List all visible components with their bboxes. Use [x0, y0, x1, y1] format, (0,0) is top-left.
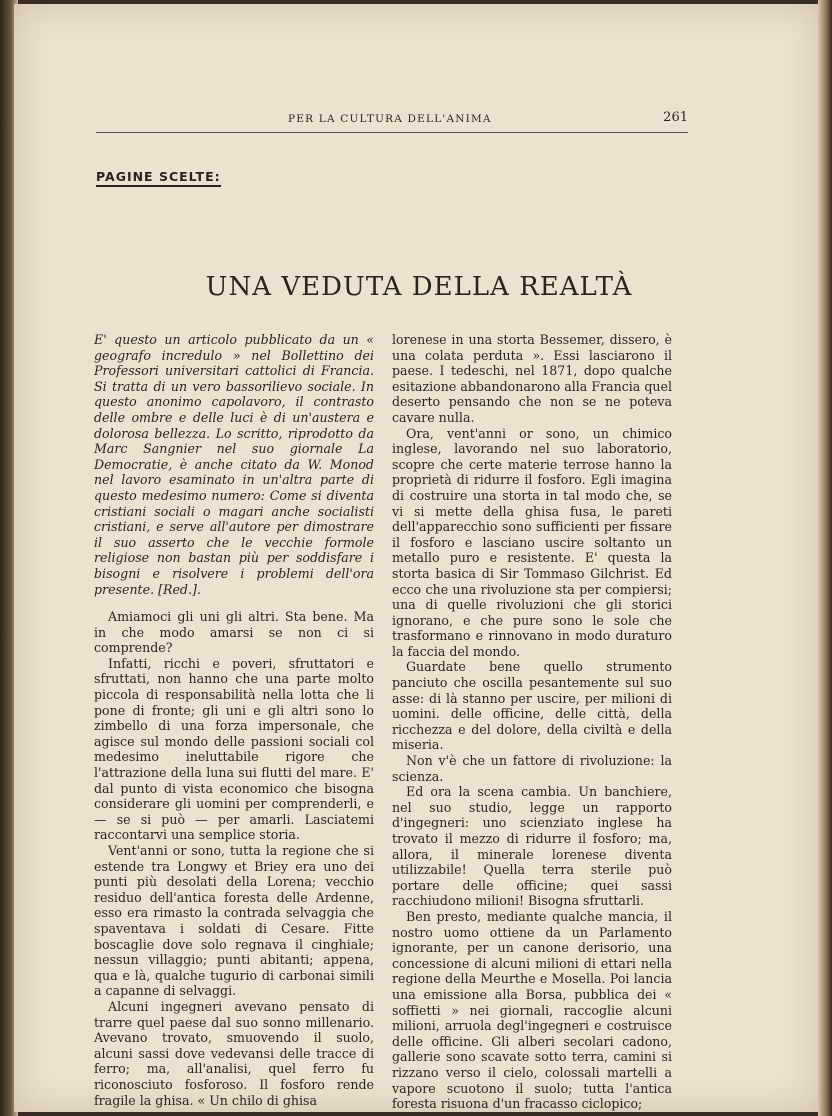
article-title: UNA VEDUTA DELLA REALTÀ [205, 272, 633, 302]
running-title: PER LA CULTURA DELL'ANIMA [288, 113, 492, 125]
book-page [14, 4, 820, 1112]
paragraph: Non v'è che un fattore di rivoluzione: la scienza. [392, 753, 672, 784]
section-label: PAGINE SCELTE: [96, 169, 221, 187]
page-number: 261 [663, 110, 688, 125]
paragraph: Ora, vent'anni or sono, un chimico inglese, lavorando nel suo laboratorio, scopre che certe materie terrose hanno la proprietà di ridurre il fosforo. Egli imagina di costruire una storta in tal modo che, se vi si mette della ghisa fusa, le pareti dell'apparecchio sono sufficienti per fissare il fosforo e lasciano uscire soltanto un metallo puro e resistente. E' questa la storta basica di Sir Tommaso Gilchrist. Ed ecco che una rivoluzione sta per compiersi; una di quelle rivoluzioni che gli storici ignorano, e che pure sono le sole che trasformano e rinnovano in modo duraturo la faccia del mondo. [392, 425, 672, 659]
page-edge [818, 0, 832, 1116]
right-column [392, 332, 672, 1112]
paragraph: lorenese in una storta Bessemer, dissero, è una colata perduta ». Essi lasciarono il paese. I tedeschi, nel 1871, dopo qualche esitazione abbandonarono alla Francia quel deserto pensando che non se ne poteva cavare nulla. [392, 332, 672, 425]
paragraph: Amiamoci gli uni gli altri. Sta bene. Ma in che modo amarsi se non ci si comprende? [94, 609, 374, 656]
paragraph: Vent'anni or sono, tutta la regione che si estende tra Longwy et Briey era uno dei punti più desolati della Lorena; vecchio residuo dell'antica foresta delle Ardenne, esso era rimasto la contrada selvaggia che spaventava i soldati di Cesare. Fitte boscaglie dove solo regnava il cinghiale; nessun villaggio; punti abitanti; appena, qua e là, qualche tugurio di carbonai simili a capanne di selvaggi. [94, 843, 374, 999]
left-column [94, 332, 374, 1108]
paragraph: Ed ora la scena cambia. Un banchiere, nel suo studio, legge un rapporto d'ingegneri: uno scienziato inglese ha trovato il mezzo di ridurre il fosforo; ma, allora, il minerale lorenese diventa utilizzabile! Quella terra sterile può portare delle officine; quei sassi racchiudono milioni! Bisogna sfruttarli. [392, 784, 672, 909]
paragraph: Guardate bene quello strumento panciuto che oscilla pesantemente sul suo asse: di là stanno per uscire, per milioni di uomini. delle officine, delle città, della ricchezza e del dolore, della civiltà e della miseria. [392, 659, 672, 753]
paragraph: Ben presto, mediante qualche mancia, il nostro uomo ottiene da un Parlamento ignorante, per un canone derisorio, una concessione di alcuni milioni di ettari nella regione della Meurthe e Mosella. Poi lancia una emissione alla Borsa, pubblica dei « soffietti » nei giornali, raccoglie alcuni milioni, arruola degl'ingegneri e costruisce delle officine. Gli alberi secolari cadono, gallerie sono scavate sotto terra, camini si rizzano verso il cielo, colossali martelli a vapore scuotono il suolo; tutta l'antica foresta risuona d'un fracasso ciclopico; [392, 908, 672, 1112]
running-header [96, 108, 688, 133]
editorial-intro: E' questo un articolo pubblicato da un « geografo incredulo » nel Bollettino dei Professori universitari cattolici di Francia. Si tratta di un vero bassorilievo sociale. In questo anonimo capolavoro, il contrasto delle ombre e delle luci è di un'austera e dolorosa bellezza. Lo scritto, riprodotto da Marc Sangnier nel suo giornale La Democratie, è anche citato da W. Monod nel lavoro esaminato in un'altra parte di questo medesimo numero: Come si diventa cristiani sociali o magari anche socialisti cristiani, e serve all'autore per dimostrare il suo asserto che le vecchie formole religiose non bastan più per soddisfare i bisogni e risolvere i problemi dell'ora presente. [Red.]. [94, 332, 374, 597]
paragraph: Alcuni ingegneri avevano pensato di trarre quel paese dal suo sonno millenario. Avevano trovato, smuovendo il suolo, alcuni sassi dove vedevansi delle tracce di ferro; ma, all'analisi, quel ferro fu riconosciuto fosforoso. Il fosforo rende fragile la ghisa. « Un chilo di ghisa [94, 998, 374, 1108]
paragraph: Infatti, ricchi e poveri, sfruttatori e sfruttati, non hanno che una parte molto piccola di responsabilità nella lotta che li pone di fronte; gli uni e gli altri sono lo zimbello di una forza impersonale, che agisce sul mondo delle passioni sociali col medesimo ineluttabile rigore che l'attrazione della luna sui flutti del mare. E' dal punto di vista economico che bisogna considerare gli uomini per comprenderli, e — se si può — per amarli. Lasciatemi raccontarvi una semplice storia. [94, 655, 374, 843]
